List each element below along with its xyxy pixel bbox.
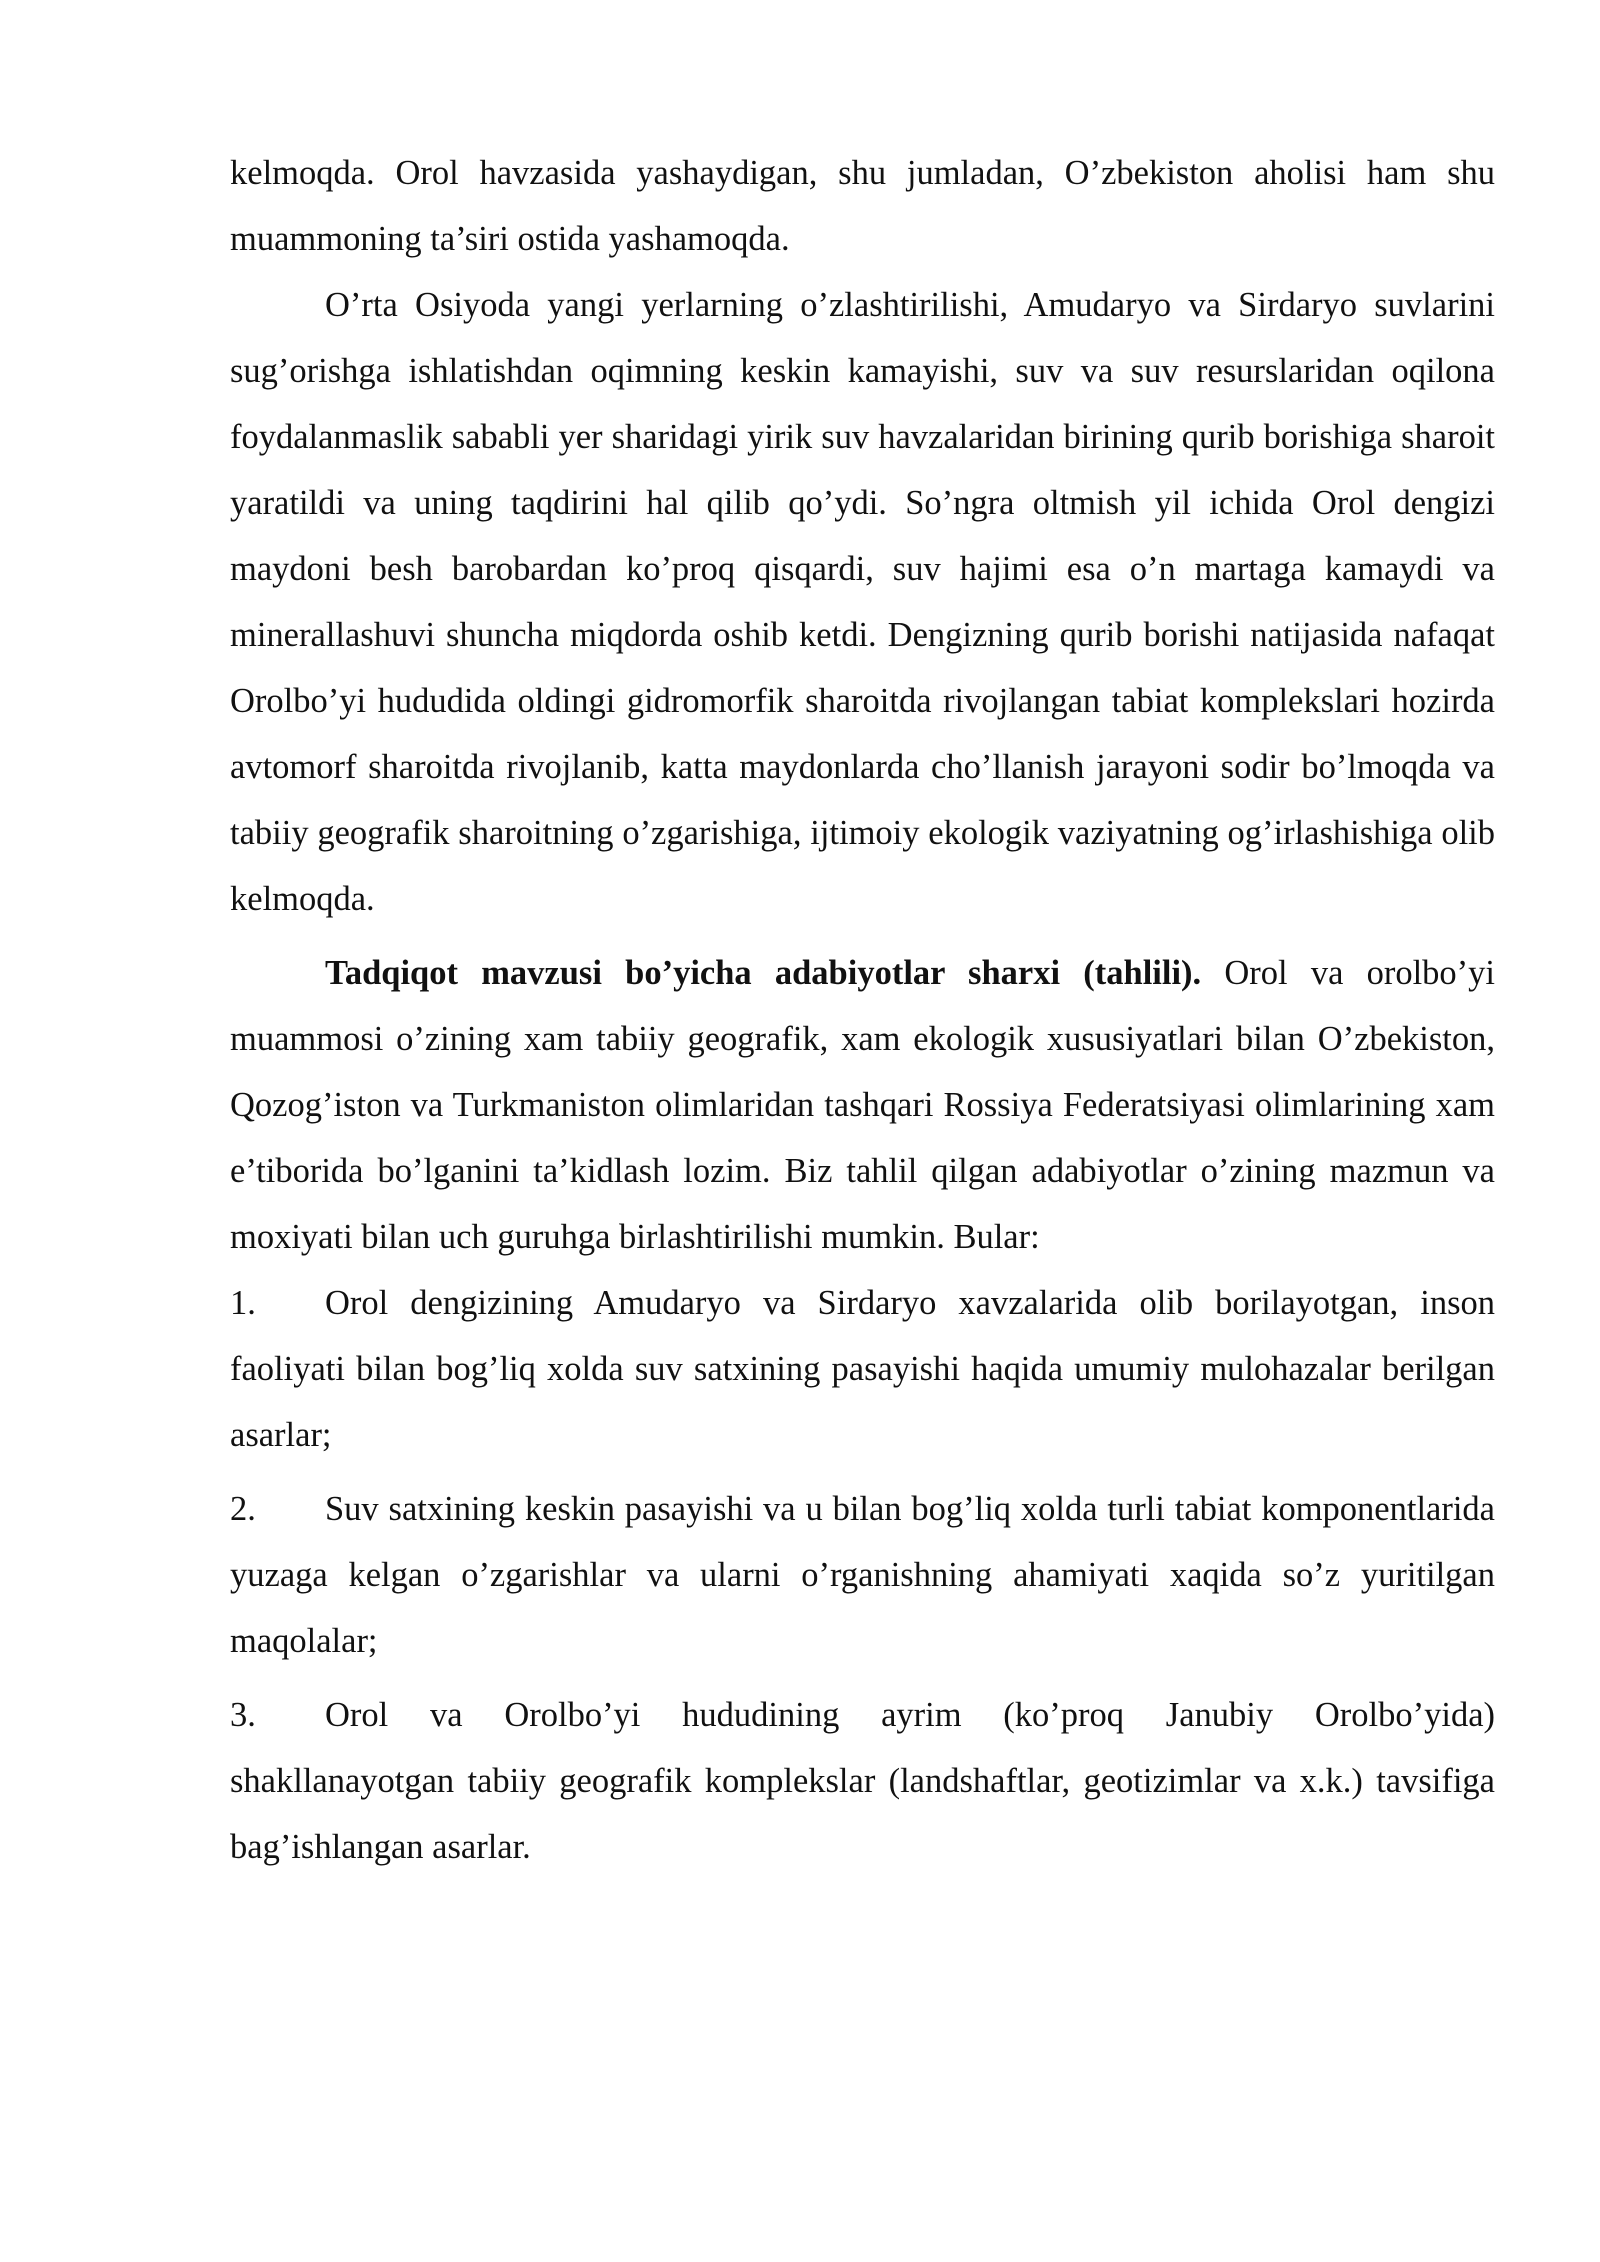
list-item-number: 3. bbox=[230, 1696, 256, 1734]
list-item bbox=[230, 1682, 1495, 1880]
list-item bbox=[230, 1270, 1495, 1468]
list-item bbox=[230, 1476, 1495, 1674]
document-body bbox=[230, 140, 1495, 1880]
list-item-text: Suv satxining keskin pasayishi va u bilan bog’liq xolda turli tabiat komponentlarida yuzaga kelgan o’zgarishlar va ularni o’rganishning ahamiyati xaqida so’z yuritilgan maqolalar; bbox=[230, 1490, 1495, 1660]
continuation-paragraph: kelmoqda. Orol havzasida yashaydigan, shu jumladan, O’zbekiston aholisi ham shu muammoning ta’siri ostida yashamoqda. bbox=[230, 154, 1495, 258]
paragraph-aral-drying: O’rta Osiyoda yangi yerlarning o’zlashtirilishi, Amudaryo va Sirdaryo suvlarini sug’orishga ishlatishdan oqimning keskin kamayishi, suv va suv resurslaridan oqilona foydalanmaslik sababli yer sharidagi yirik suv havzalaridan birining qurib borishiga sharoit yaratildi va uning taqdirini hal qilib qo’ydi. So’ngra oltmish yil ichida Orol dengizi maydoni besh barobardan ko’proq qisqardi, suv hajimi esa o’n martaga kamaydi va minerallashuvi shuncha miqdorda oshib ketdi. Dengizning qurib borishi natijasida nafaqat Orolbo’yi hududida oldingi gidromorfik sharoitda rivojlangan tabiat komplekslari hozirda avtomorf sharoitda rivojlanib, katta maydonlarda cho’llanish jarayoni sodir bo’lmoqda va tabiiy geografik sharoitning o’zgarishiga, ijtimoiy ekologik vaziyatning og’irlashishiga olib kelmoqda. bbox=[230, 286, 1495, 918]
list-item-text: Orol va Orolbo’yi hududining ayrim (ko’proq Janubiy Orolbo’yida) shakllanayotgan tabiiy geografik komplekslar (landshaftlar, geotizimlar va x.k.) tavsifiga bag’ishlangan asarlar. bbox=[230, 1696, 1495, 1866]
literature-review-text: Orol va orolbo’yi muammosi o’zining xam tabiiy geografik, xam ekologik xususiyatlari bilan O’zbekiston, Qozog’iston va Turkmaniston olimlaridan tashqari Rossiya Federatsiyasi olimlarining xam e’tiborida bo’lganini ta’kidlash lozim. Biz tahlil qilgan adabiyotlar o’zining mazmun va moxiyati bilan uch guruhga birlashtirilishi mumkin. Bular: bbox=[230, 954, 1495, 1256]
literature-review-paragraph bbox=[230, 940, 1495, 1270]
section-heading: Tadqiqot mavzusi bo’yicha adabiyotlar sharxi (tahlili). bbox=[325, 954, 1202, 992]
list-item-text: Orol dengizining Amudaryo va Sirdaryo xavzalarida olib borilayotgan, inson faoliyati bilan bog’liq xolda suv satxining pasayishi haqida umumiy mulohazalar berilgan asarlar; bbox=[230, 1284, 1495, 1454]
list-item-number: 2. bbox=[230, 1490, 256, 1528]
list-item-number: 1. bbox=[230, 1284, 256, 1322]
